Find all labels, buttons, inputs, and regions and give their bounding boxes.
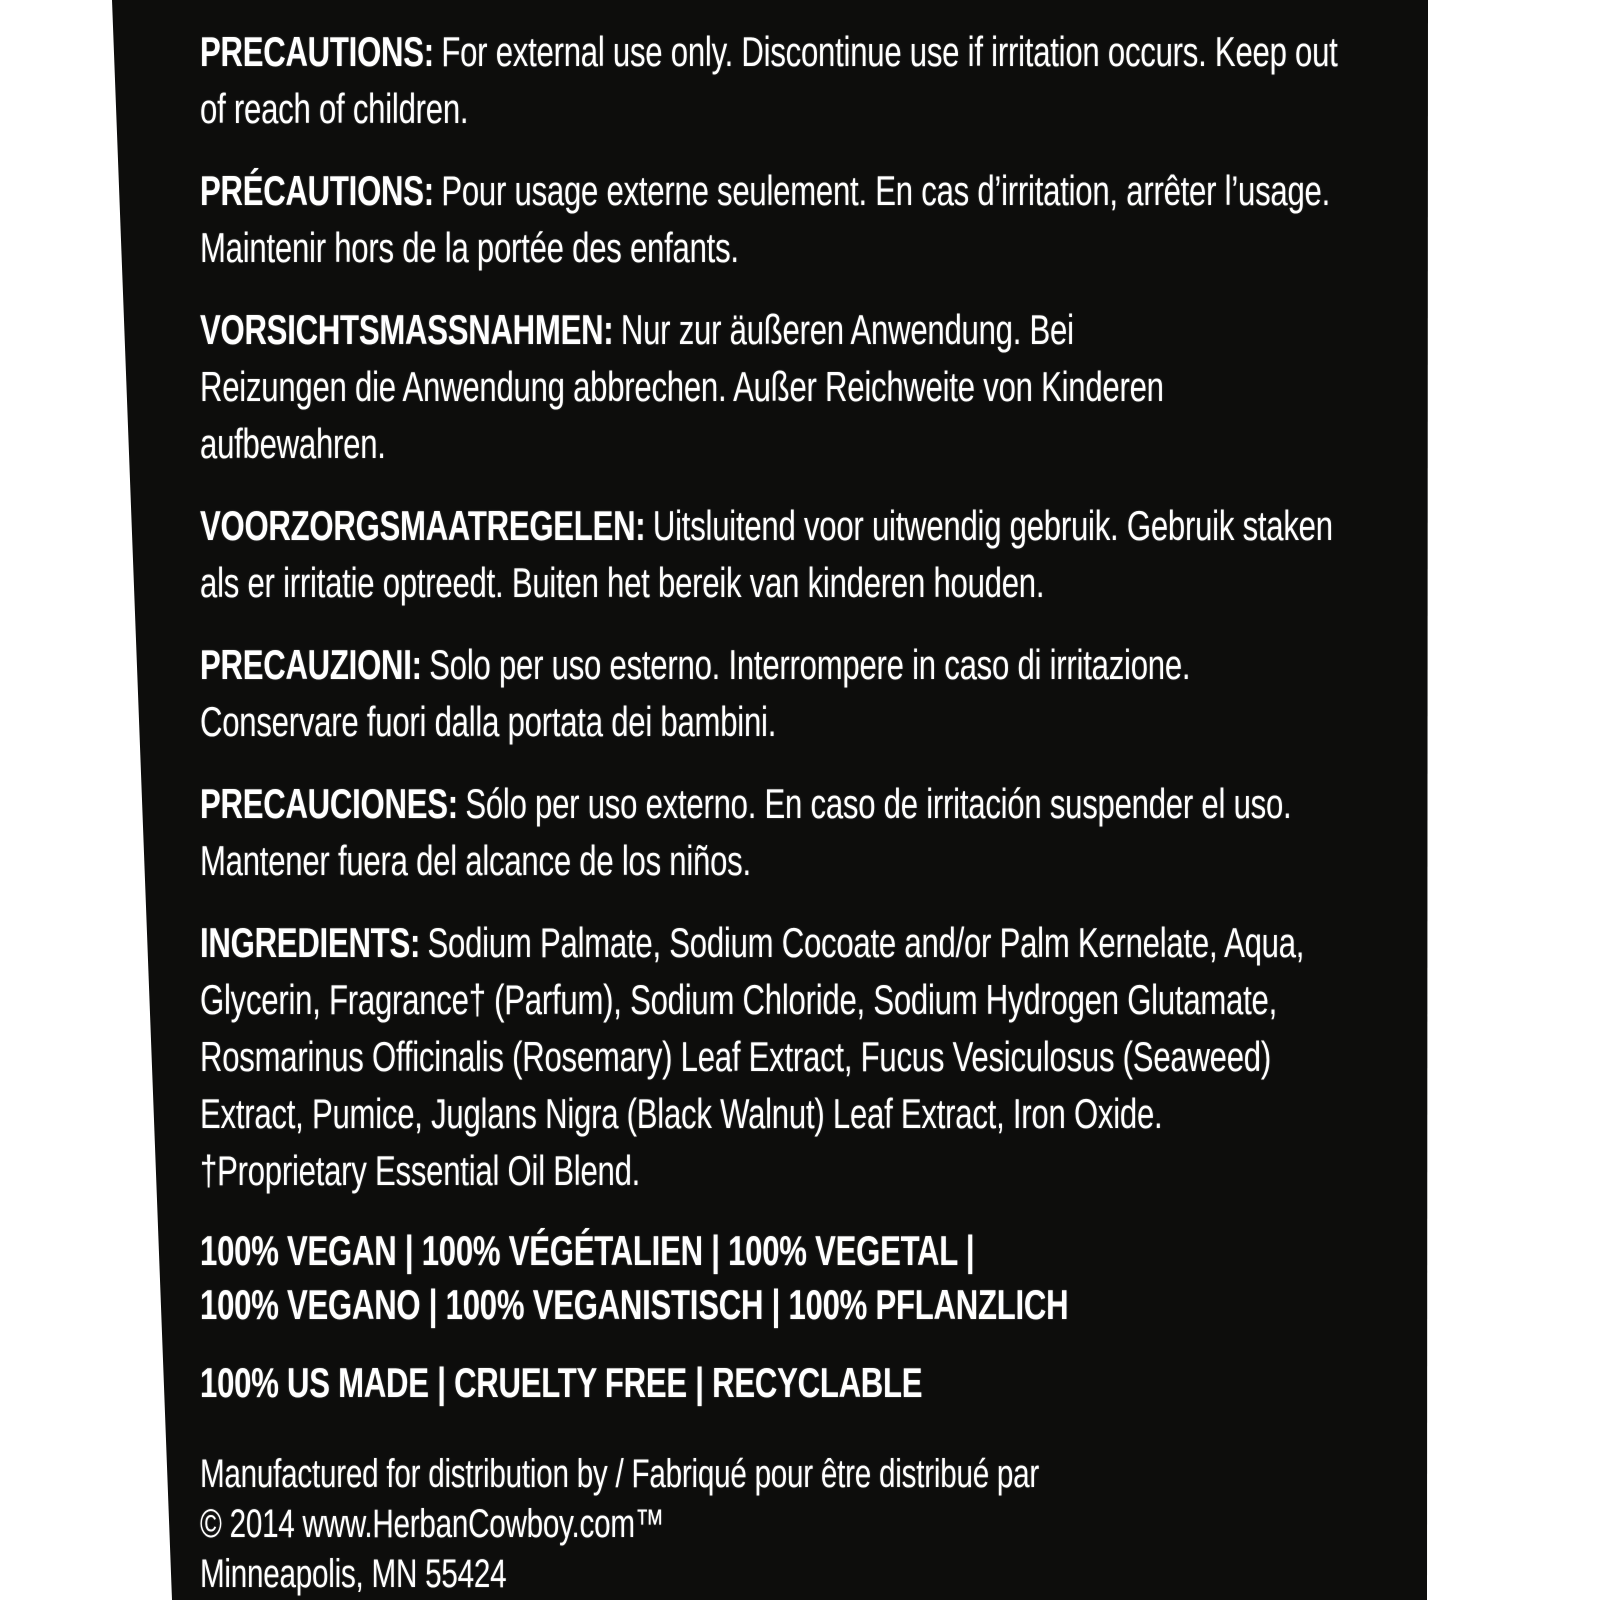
vegan-claims-line-1: 100% VEGAN | 100% VÉGÉTALIEN | 100% VEGETAL | xyxy=(200,1227,975,1274)
precautions-es-line-1: Sólo per uso externo. En caso de irritación suspender el uso. xyxy=(465,780,1292,827)
ingredients-line-1: Sodium Palmate, Sodium Cocoate and/or Palm Kernelate, Aqua, xyxy=(427,919,1305,966)
precautions-de-line-3: aufbewahren. xyxy=(200,420,386,467)
ingredients-footnote: †Proprietary Essential Oil Blend. xyxy=(200,1147,641,1194)
vegan-claims-line-2: 100% VEGANO | 100% VEGANISTISCH | 100% PFLANZLICH xyxy=(200,1281,1069,1328)
section-precautions-it xyxy=(200,636,1399,750)
precautions-de-heading: VORSICHTSMASSNAHMEN: xyxy=(200,306,614,353)
manufacturer-city-line: Minneapolis, MN 55424 xyxy=(200,1552,507,1596)
precautions-nl-line-1: Uitsluitend voor uitwendig gebruik. Gebruik staken xyxy=(652,502,1333,549)
precautions-fr-heading: PRÉCAUTIONS: xyxy=(200,167,434,214)
made-claims-line: 100% US MADE | CRUELTY FREE | RECYCLABLE xyxy=(200,1359,923,1406)
ingredients-heading: INGREDIENTS: xyxy=(200,919,421,966)
precautions-en-line-1: For external use only. Discontinue use if irritation occurs. Keep out xyxy=(441,28,1338,75)
precautions-fr-line-1: Pour usage externe seulement. En cas d’irritation, arrêter l’usage. xyxy=(441,167,1331,214)
ingredients-line-4: Extract, Pumice, Juglans Nigra (Black Walnut) Leaf Extract, Iron Oxide. xyxy=(200,1090,1163,1137)
section-precautions-fr xyxy=(200,162,1399,276)
precautions-it-line-1: Solo per uso esterno. Interrompere in caso di irritazione. xyxy=(429,641,1191,688)
precautions-it-line-2: Conservare fuori dalla portata dei bambini. xyxy=(200,698,777,745)
made-claims xyxy=(200,1354,1399,1411)
manufacturer-info xyxy=(200,1449,1399,1599)
precautions-es-heading: PRECAUCIONES: xyxy=(200,780,458,827)
section-precautions-es xyxy=(200,775,1399,889)
label-content xyxy=(200,23,1399,1599)
vegan-claims xyxy=(200,1224,1399,1332)
section-ingredients xyxy=(200,914,1399,1199)
precautions-nl-heading: VOORZORGSMAATREGELEN: xyxy=(200,502,646,549)
copyright-website-line: © 2014 www.HerbanCowboy.com™ xyxy=(200,1502,665,1546)
precautions-es-line-2: Mantener fuera del alcance de los niños. xyxy=(200,837,751,884)
ingredients-line-3: Rosmarinus Officinalis (Rosemary) Leaf Extract, Fucus Vesiculosus (Seaweed) xyxy=(200,1033,1271,1080)
precautions-de-line-2: Reizungen die Anwendung abbrechen. Außer Reichweite von Kinderen xyxy=(200,363,1164,410)
section-precautions-en xyxy=(200,23,1399,137)
section-precautions-de xyxy=(200,301,1399,472)
precautions-en-heading: PRECAUTIONS: xyxy=(200,28,434,75)
precautions-nl-line-2: als er irritatie optreedt. Buiten het bereik van kinderen houden. xyxy=(200,559,1045,606)
section-precautions-nl xyxy=(200,497,1399,611)
precautions-fr-line-2: Maintenir hors de la portée des enfants. xyxy=(200,224,739,271)
manufacturer-distribution-line: Manufactured for distribution by / Fabriqué pour être distribué par xyxy=(200,1452,1040,1496)
precautions-it-heading: PRECAUZIONI: xyxy=(200,641,422,688)
ingredients-line-2: Glycerin, Fragrance† (Parfum), Sodium Chloride, Sodium Hydrogen Glutamate, xyxy=(200,976,1278,1023)
precautions-en-line-2: of reach of children. xyxy=(200,85,469,132)
precautions-de-line-1: Nur zur äußeren Anwendung. Bei xyxy=(620,306,1074,353)
